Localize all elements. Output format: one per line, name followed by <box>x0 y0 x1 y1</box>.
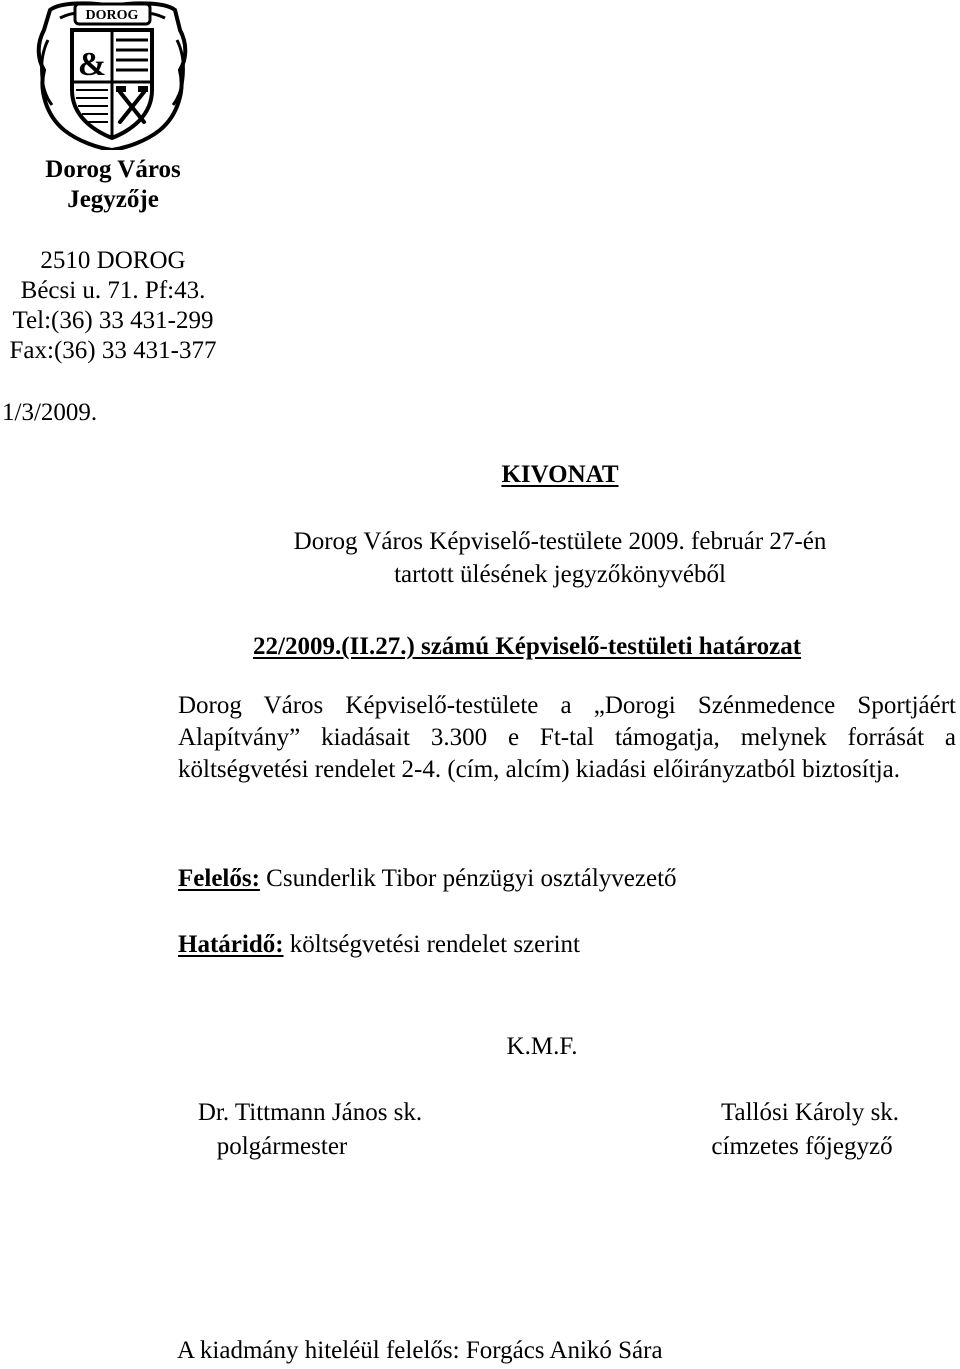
document-title: KIVONAT <box>501 461 619 488</box>
deadline-value: költségvetési rendelet szerint <box>283 931 580 958</box>
signature-right-title: címzetes főjegyző <box>711 1133 893 1160</box>
signature-left-title: polgármester <box>216 1133 348 1160</box>
office-name-line1: Dorog Város <box>45 156 181 183</box>
resolution-body: Dorog Város Képviselő-testülete a „Dorogi Szénmedence Sportjáért Alapítvány” kiadásait 3.300 e Ft-tal támogatja, melynek forrását a költségvetési rendelet 2-4. (cím, alcím) kiadási előirányzatból biztosítja. <box>178 692 956 783</box>
signature-right-name: Tallósi Károly sk. <box>720 1099 900 1126</box>
address-line1: 2510 DOROG <box>40 247 186 274</box>
responsible-value: Csunderlik Tibor pénzügyi osztályvezető <box>259 865 677 892</box>
crest-banner-text: DOROG <box>85 8 139 23</box>
meeting-subtitle-line1: Dorog Város Képviselő-testülete 2009. február 27-én <box>293 528 827 555</box>
meeting-subtitle-line2: tartott ülésének jegyzőkönyvéből <box>394 561 726 588</box>
phone-number: Tel:(36) 33 431-299 <box>12 307 214 334</box>
responsible-line <box>178 864 677 894</box>
responsible-label: Felelős: <box>178 865 260 892</box>
kmf-marker: K.M.F. <box>506 1033 578 1060</box>
fax-number: Fax:(36) 33 431-377 <box>9 337 217 364</box>
deadline-label: Határidő: <box>178 931 284 958</box>
address-line2: Bécsi u. 71. Pf:43. <box>20 277 206 304</box>
signature-left-name: Dr. Tittmann János sk. <box>197 1099 423 1126</box>
certification-line: A kiadmány hiteléül felelős: Forgács Anikó Sára <box>177 1337 663 1364</box>
office-name-line2: Jegyzője <box>67 186 159 213</box>
resolution-heading: 22/2009.(II.27.) számú Képviselő-testületi határozat <box>253 633 802 660</box>
deadline-line <box>178 930 580 960</box>
reference-number: 1/3/2009. <box>2 399 98 426</box>
svg-text:&: & <box>77 46 107 83</box>
dorog-coat-of-arms-logo <box>30 0 195 150</box>
